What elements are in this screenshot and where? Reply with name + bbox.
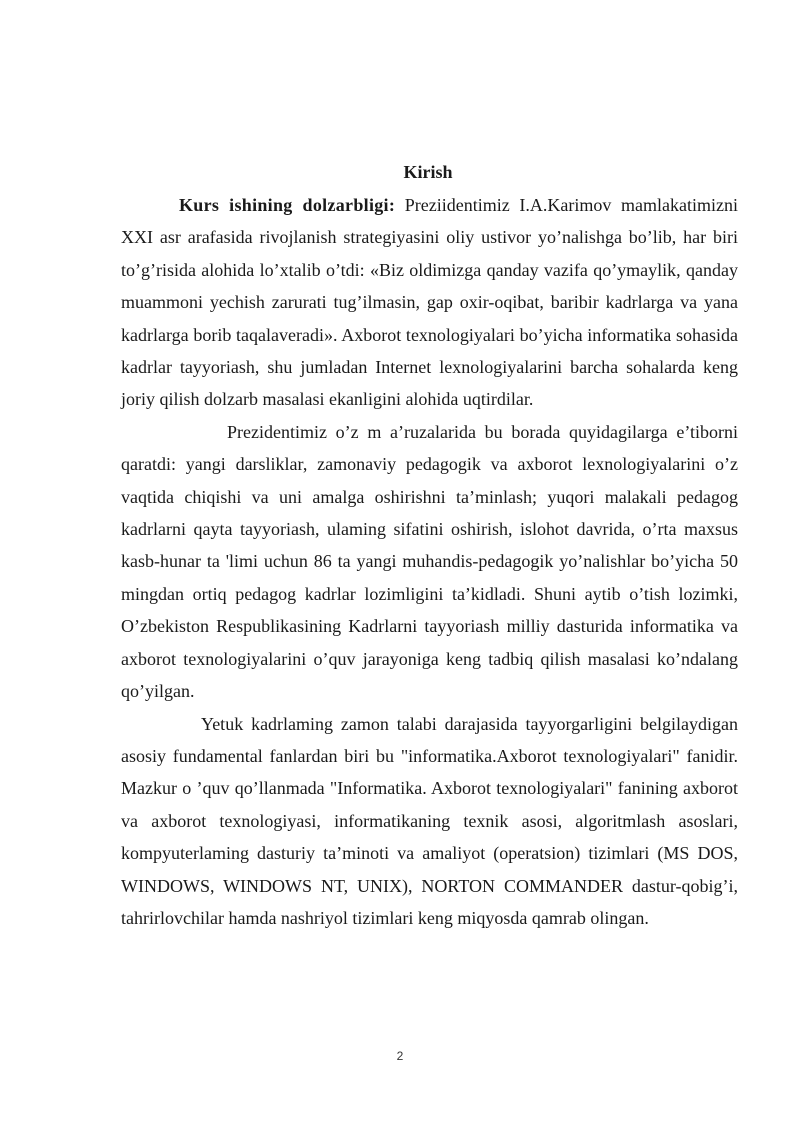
paragraph-lead: Kurs ishining dolzarbligi:	[179, 195, 396, 215]
page-number: 2	[396, 1049, 404, 1063]
paragraph-relevance	[121, 189, 738, 416]
paragraph-text: Preziidentimiz I.A.Karimov mamlakatimizni XXI asr arafasida rivojlanish strategiyasini oliy ustivor yo’nalishga bo’lib, har biri to’g’risida alohida lo’xtalib o’tdi: «Biz oldimizga qanday vazifa qo’ymaylik, qanday muammoni yechish zarurati tug’ilmasin, gap oxir-oqibat, baribir kadrlarga va yana kadrlarga borib taqalaveradi». Axborot texnologiyalari bo’yicha informatika sohasida kadrlar tayyoriash, shu jumladan Internet lexnologiyalarini barcha sohalarda keng joriy qilish dolzarb masalasi ekanligini alohida uqtirdilar.	[121, 195, 738, 410]
paragraph-course-subject: Yetuk kadrlaming zamon talabi darajasida tayyorgarligini belgilaydigan asosiy fundamental fanlardan biri bu "informatika.Axborot texnologiyalari" fanidir. Mazkur o ’quv qo’llanmada "Informatika. Axborot texnologiyalari" fanining axborot va axborot texnologiyasi, informatikaning texnik asosi, algoritmlash asoslari, kompyuterlaming dasturiy ta’minoti va amaliyot (operatsion) tizimlari (MS DOS, WINDOWS, WINDOWS NT, UNIX), NORTON COMMANDER dastur-qobig’i, tahrirlovchilar hamda nashriyol tizimlari keng miqyosda qamrab olingan.	[121, 713, 738, 928]
paragraph-president-report: Prezidentimiz o’z m a’ruzalarida bu borada quyidagilarga e’tiborni qaratdi: yangi darsliklar, zamonaviy pedagogik va axborot lexnologiyalarini o’z vaqtida chiqishi va uni amalga oshirishni ta’minlash; yuqori malakali pedagog kadrlarni qayta tayyoriash, ulaming sifatini oshirish, islohot davrida, o’rta maxsus kasb-hunar ta 'limi uchun 86 ta yangi muhandis-pedagogik yo’nalishlar bo’yicha 50 mingdan ortiq pedagog kadrlar lozimligini ta’kidladi. Shuni aytib o’tish lozimki, O’zbekiston Respublikasining Kadrlarni tayyoriash milliy dasturida informatika va axborot texnologiyalarini o’quv jarayoniga keng tadbiq qilish masalasi ko’ndalang qo’yilgan.	[121, 421, 738, 702]
body-text	[121, 189, 738, 934]
section-heading: Kirish	[403, 162, 453, 182]
